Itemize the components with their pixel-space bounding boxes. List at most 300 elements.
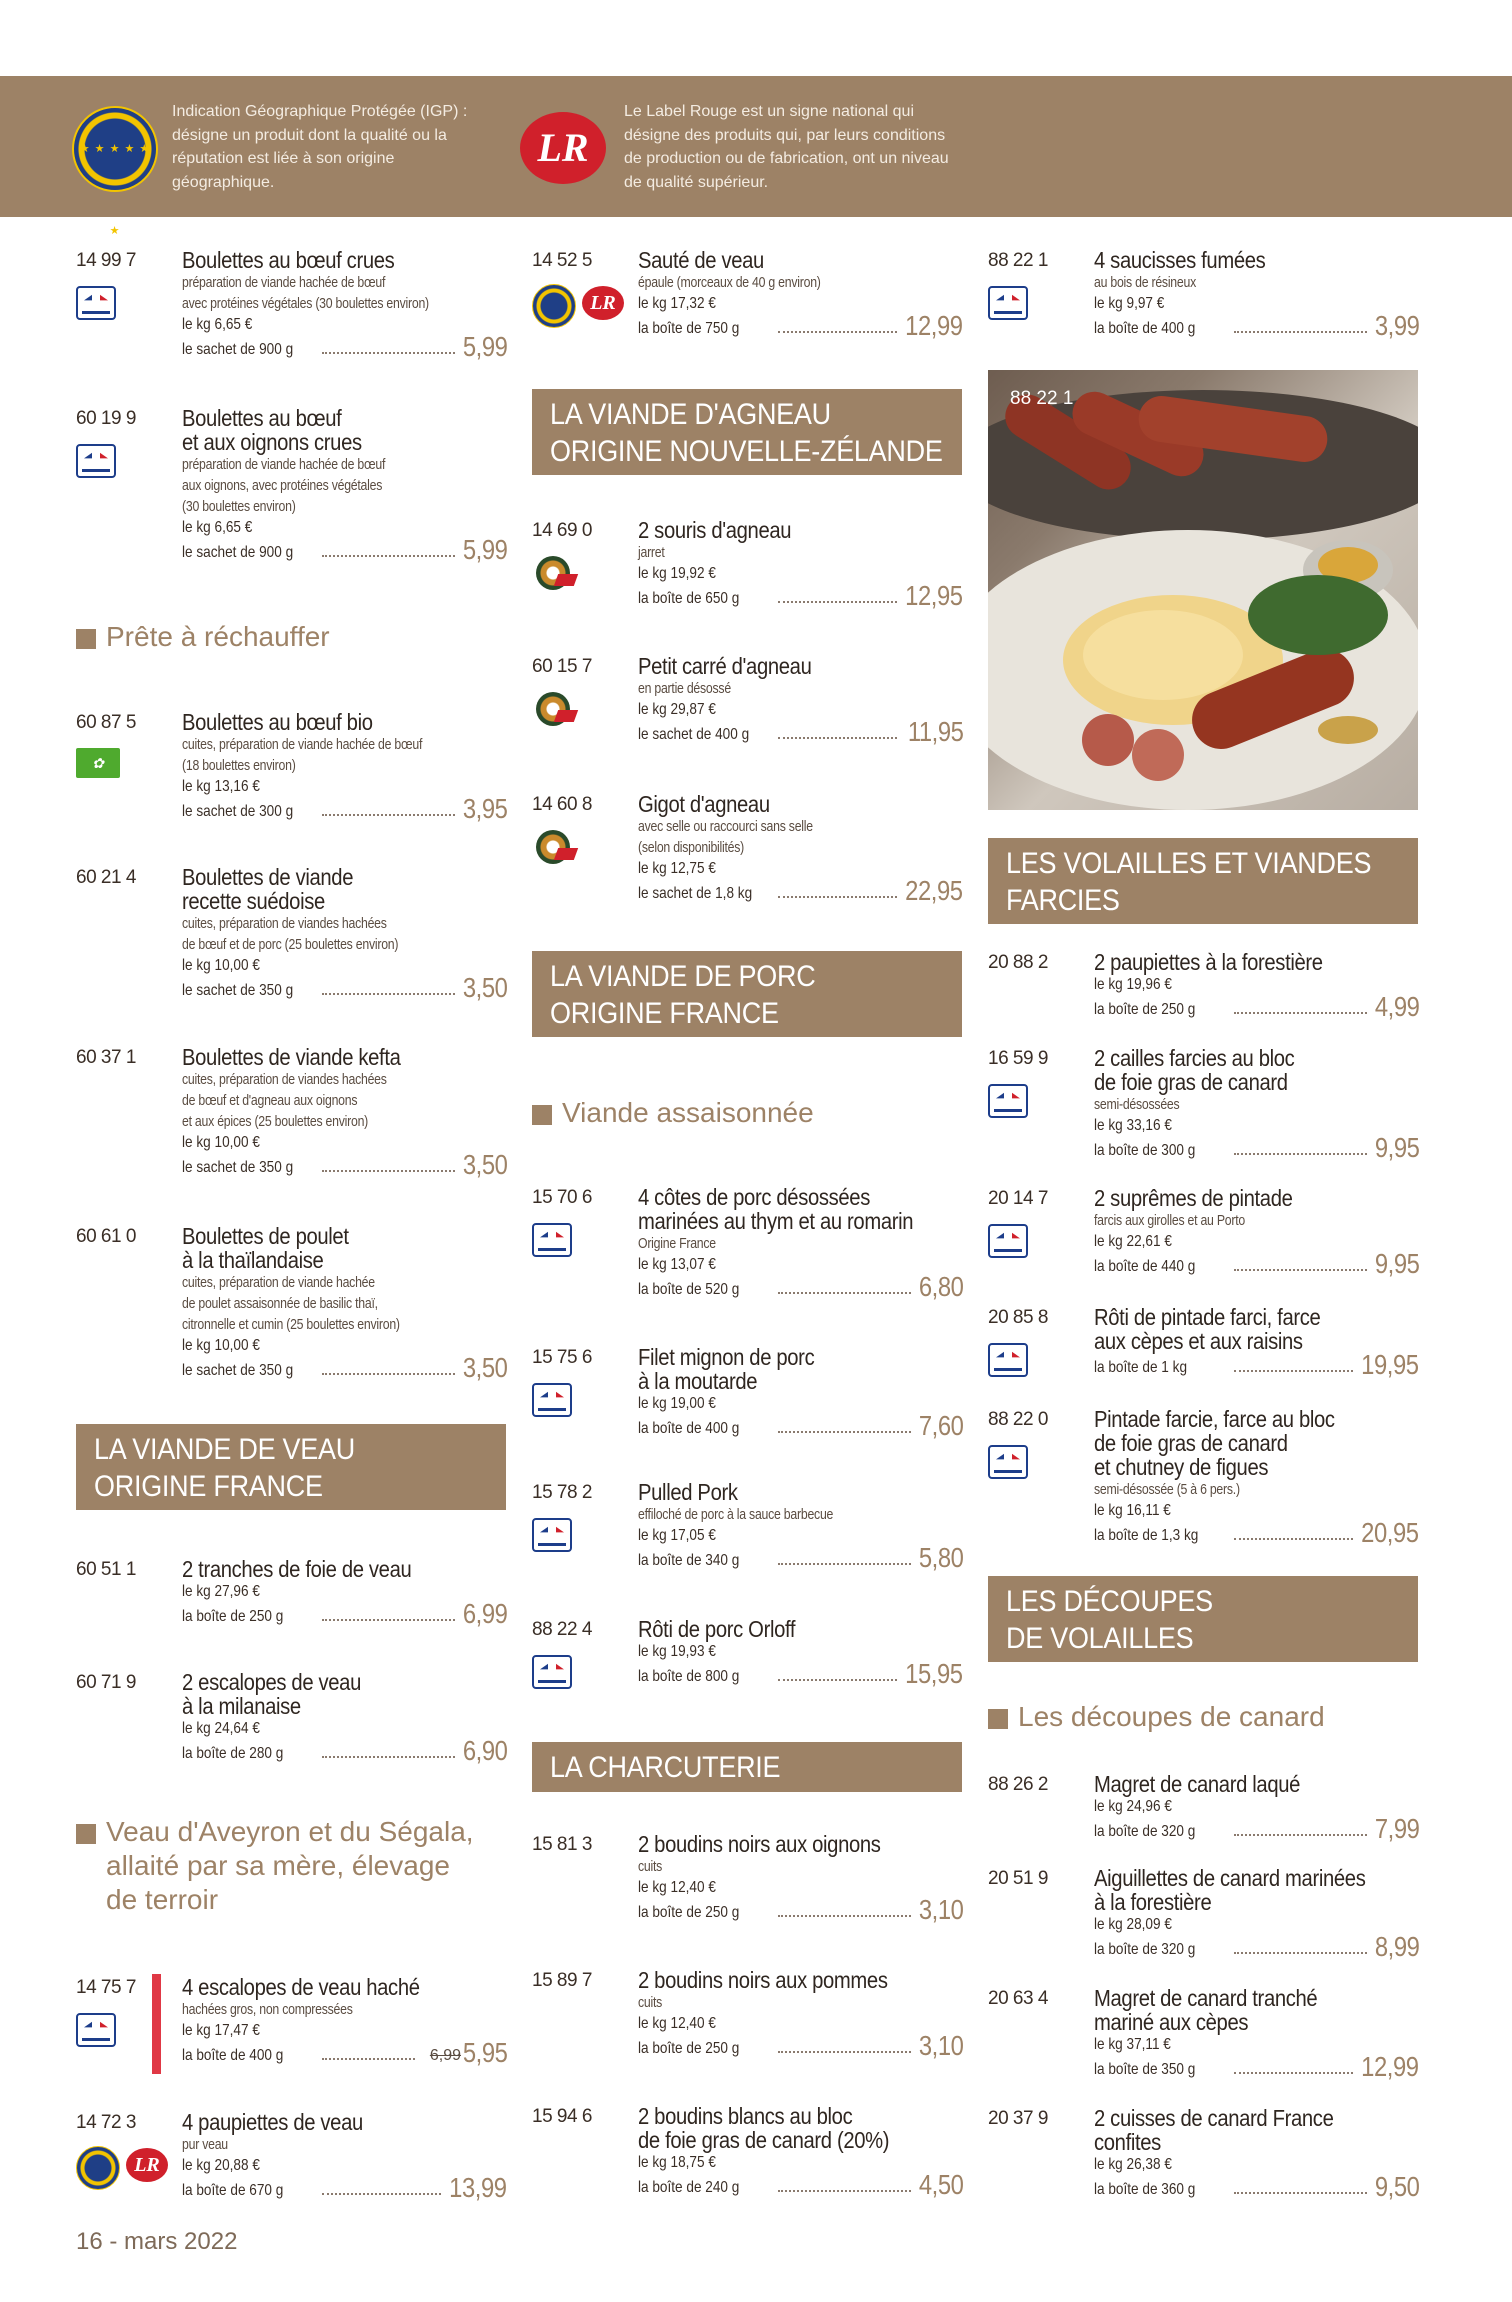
package-size: le sachet de 300 g [182, 803, 294, 820]
price-per-kg: le kg 19,92 € [638, 565, 716, 582]
dot-leader [778, 896, 897, 898]
new-zealand-origin-logo-icon [532, 556, 576, 590]
product-price: 4,99 [1374, 991, 1419, 1022]
product-name: Boulettes de poulet [182, 1223, 349, 1249]
dot-leader [1234, 2192, 1367, 2194]
dot-leader [322, 1373, 455, 1375]
product-price: 3,50 [462, 1149, 507, 1180]
price-per-kg: le kg 17,05 € [638, 1527, 716, 1544]
product-details [638, 248, 963, 340]
viande-de-france-logo-icon [988, 1343, 1028, 1377]
package-line [182, 2037, 507, 2068]
product-price: 6,80 [918, 1271, 963, 1302]
price-per-kg: le kg 19,93 € [638, 1643, 716, 1660]
product-price: 12,95 [905, 580, 963, 611]
package-size: la boîte de 340 g [638, 1552, 740, 1569]
product-code: 15 70 6 [532, 1187, 592, 1208]
package-line [182, 2172, 507, 2203]
product-name: et chutney de figues [1094, 1454, 1269, 1480]
package-size: la boîte de 400 g [638, 1420, 740, 1437]
dot-leader [1234, 1012, 1367, 1014]
dot-leader [322, 1170, 455, 1172]
product-details [182, 1975, 507, 2067]
price-per-kg: le kg 10,00 € [182, 1134, 260, 1151]
viande-de-france-logo-icon [532, 1383, 572, 1417]
product-details [638, 1617, 963, 1688]
product-price: 9,50 [1374, 2171, 1419, 2202]
package-line [638, 1542, 963, 1573]
dot-leader [322, 352, 455, 354]
product-details [638, 1968, 963, 2060]
package-line [1094, 1517, 1419, 1548]
package-size: la boîte de 250 g [638, 2040, 740, 2057]
dot-leader [778, 1431, 911, 1433]
product-name: marinées au thym et au romarin [638, 1208, 914, 1234]
product-name: à la forestière [1094, 1889, 1212, 1915]
product-price: 5,95 [462, 2037, 507, 2068]
product-description: (30 boulettes environ) [182, 498, 296, 515]
page-footer: 16 - mars 2022 [76, 2228, 238, 2255]
dot-leader [778, 2190, 911, 2192]
product-description: semi-désossées [1094, 1096, 1180, 1113]
viande-de-france-logo-icon [988, 1445, 1028, 1479]
product-description: de bœuf et de porc (25 boulettes environ) [182, 936, 399, 953]
price-per-kg: le kg 18,75 € [638, 2154, 716, 2171]
package-line [638, 1658, 963, 1689]
product-description: avec protéines végétales (30 boulettes environ) [182, 295, 429, 312]
product-details [1094, 1407, 1419, 1547]
package-size: la boîte de 750 g [638, 320, 740, 337]
product-name: 2 paupiettes à la forestière [1094, 949, 1323, 975]
product-details [182, 1045, 507, 1179]
product-code: 20 51 9 [988, 1868, 1048, 1889]
product-details [638, 1185, 963, 1301]
product-code: 88 22 4 [532, 1619, 592, 1640]
package-line [182, 331, 507, 362]
price-per-kg: le kg 16,11 € [1094, 1502, 1171, 1519]
package-line [1094, 1248, 1419, 1279]
price-per-kg: le kg 22,61 € [1094, 1233, 1172, 1250]
package-line [1094, 310, 1419, 341]
package-line [182, 534, 507, 565]
viande-de-france-logo-icon [532, 1223, 572, 1257]
product-price: 5,80 [918, 1542, 963, 1573]
product-name: mariné aux cèpes [1094, 2009, 1249, 2035]
package-size: la boîte de 650 g [638, 590, 740, 607]
package-size: la boîte de 440 g [1094, 1258, 1196, 1275]
product-name: 4 côtes de porc désossées [638, 1184, 870, 1210]
product-description: cuites, préparation de viande hachée [182, 1274, 375, 1291]
product-name: 4 saucisses fumées [1094, 247, 1266, 273]
dot-leader [1234, 2072, 1353, 2074]
product-details [638, 1832, 963, 1924]
product-code: 15 81 3 [532, 1834, 592, 1855]
product-name: 4 paupiettes de veau [182, 2109, 363, 2135]
product-price: 3,10 [918, 2030, 963, 2061]
product-description: farcis aux girolles et au Porto [1094, 1212, 1245, 1229]
product-name: Filet mignon de porc [638, 1344, 815, 1370]
product-description: jarret [638, 544, 665, 561]
product-details [638, 1480, 963, 1572]
product-price: 8,99 [1374, 1931, 1419, 1962]
dot-leader [322, 1619, 455, 1621]
package-size: la boîte de 360 g [1094, 2181, 1196, 2198]
product-code: 14 72 3 [76, 2112, 136, 2133]
dot-leader [322, 1756, 455, 1758]
package-size: la boîte de 280 g [182, 1745, 284, 1762]
label-banner [0, 76, 1512, 237]
product-description: (18 boulettes environ) [182, 757, 296, 774]
package-size: le sachet de 1,8 kg [638, 885, 753, 902]
product-details [638, 654, 963, 746]
product-code: 60 19 9 [76, 408, 136, 429]
dot-leader [778, 1292, 911, 1294]
viande-de-france-logo-icon [988, 1224, 1028, 1258]
dot-leader [1234, 1834, 1367, 1836]
product-code: 14 69 0 [532, 520, 592, 541]
price-per-kg: le kg 12,40 € [638, 1879, 716, 1896]
product-price: 3,99 [1374, 310, 1419, 341]
package-size: la boîte de 250 g [1094, 1001, 1196, 1018]
product-name: de foie gras de canard [1094, 1069, 1288, 1095]
product-name: à la moutarde [638, 1368, 758, 1394]
product-description: effiloché de porc à la sauce barbecue [638, 1506, 834, 1523]
price-per-kg: le kg 13,16 € [182, 778, 260, 795]
photo-product-code: 88 22 1 [1010, 388, 1074, 409]
dot-leader [1234, 1153, 1367, 1155]
price-per-kg: le kg 6,65 € [182, 316, 253, 333]
product-details [638, 2104, 963, 2199]
product-name: Petit carré d'agneau [638, 653, 812, 679]
product-details [182, 1670, 507, 1765]
product-name: Boulettes au bœuf bio [182, 709, 373, 735]
igp-logo-icon [76, 2146, 120, 2190]
product-details [638, 792, 963, 905]
package-size: la boîte de 520 g [638, 1281, 740, 1298]
product-description: cuites, préparation de viande hachée de bœuf [182, 736, 423, 753]
product-description: avec selle ou raccourci sans selle [638, 818, 813, 835]
product-code: 88 22 0 [988, 1409, 1048, 1430]
product-name: 2 souris d'agneau [638, 517, 792, 543]
product-description: cuites, préparation de viandes hachées [182, 1071, 387, 1088]
package-line [182, 793, 507, 824]
package-line [638, 716, 963, 747]
product-details [1094, 2106, 1419, 2201]
package-line [638, 2030, 963, 2061]
product-code: 14 75 7 [76, 1977, 136, 1998]
package-size: la boîte de 320 g [1094, 1941, 1196, 1958]
subheading-viande-assaisonnee: Viande assaisonnée [532, 1096, 952, 1129]
price-per-kg: le kg 26,38 € [1094, 2156, 1172, 2173]
package-line [1094, 2171, 1419, 2202]
product-description: cuits [638, 1858, 663, 1875]
label-rouge-description: Le Label Rouge est un signe national qui désigne des produits qui, par leurs conditions de production ou de fabrication, ont un niveau de qualité supérieur. [624, 103, 949, 191]
product-code: 20 14 7 [988, 1188, 1048, 1209]
product-name: 2 tranches de foie de veau [182, 1556, 412, 1582]
package-line [182, 1598, 507, 1629]
product-price: 3,50 [462, 1352, 507, 1383]
product-name: Aiguillettes de canard marinées [1094, 1865, 1366, 1891]
product-code: 15 89 7 [532, 1970, 592, 1991]
product-description: et aux épices (25 boulettes environ) [182, 1113, 369, 1130]
product-code: 60 87 5 [76, 712, 136, 733]
dot-leader [778, 1563, 911, 1565]
product-code: 60 71 9 [76, 1672, 136, 1693]
product-name: confites [1094, 2129, 1161, 2155]
dot-leader [778, 737, 897, 739]
product-code: 20 85 8 [988, 1307, 1048, 1328]
product-details [182, 865, 507, 1002]
product-price: 22,95 [905, 875, 963, 906]
dot-leader [1234, 1538, 1353, 1540]
package-size: le sachet de 350 g [182, 1362, 294, 1379]
product-details [1094, 1046, 1419, 1162]
product-description: préparation de viande hachée de bœuf [182, 274, 386, 291]
package-line [638, 580, 963, 611]
price-per-kg: le kg 17,47 € [182, 2022, 260, 2039]
package-line [1094, 1813, 1419, 1844]
package-size: la boîte de 400 g [1094, 320, 1196, 337]
section-viande-porc: LA VIANDE DE PORC ORIGINE FRANCE [532, 951, 962, 1037]
package-size: le sachet de 350 g [182, 982, 294, 999]
package-size: la boîte de 1,3 kg [1094, 1527, 1199, 1544]
igp-description: Indication Géographique Protégée (IGP) : désigne un produit dont la qualité ou la réputation est liée à son origine géographique. [172, 103, 468, 191]
price-per-kg: le kg 19,00 € [638, 1395, 716, 1412]
section-viande-agneau: LA VIANDE D'AGNEAU ORIGINE NOUVELLE-ZÉLANDE [532, 389, 962, 475]
price-per-kg: le kg 9,97 € [1094, 295, 1165, 312]
package-line [182, 1149, 507, 1180]
product-code: 15 94 6 [532, 2106, 592, 2127]
price-per-kg: le kg 17,32 € [638, 295, 716, 312]
product-name: aux cèpes et aux raisins [1094, 1328, 1303, 1354]
product-price: 12,99 [1361, 2051, 1419, 2082]
price-per-kg: le kg 19,96 € [1094, 976, 1172, 993]
product-code: 60 61 0 [76, 1226, 136, 1247]
product-name: Boulettes de viande [182, 864, 354, 890]
price-per-kg: le kg 20,88 € [182, 2157, 260, 2174]
new-zealand-origin-logo-icon [532, 692, 576, 726]
dot-leader [1234, 1269, 1367, 1271]
package-line [182, 1735, 507, 1766]
product-name: Pulled Pork [638, 1479, 738, 1505]
product-code: 60 37 1 [76, 1047, 136, 1068]
viande-de-france-logo-icon [988, 286, 1028, 320]
price-per-kg: le kg 29,87 € [638, 701, 716, 718]
product-details [1094, 248, 1419, 340]
product-details [638, 518, 963, 610]
product-name: à la thaïlandaise [182, 1247, 324, 1273]
price-per-kg: le kg 28,09 € [1094, 1916, 1172, 1933]
product-description: aux oignons, avec protéines végétales [182, 477, 383, 494]
product-name: 4 escalopes de veau haché [182, 1974, 420, 2000]
price-per-kg: le kg 10,00 € [182, 1337, 260, 1354]
product-price: 11,95 [907, 716, 963, 747]
product-name: et aux oignons crues [182, 429, 362, 455]
package-line [638, 875, 963, 906]
package-line [638, 310, 963, 341]
old-price: 6,99 [429, 2047, 461, 2064]
product-details [182, 1557, 507, 1628]
product-code: 14 99 7 [76, 250, 136, 271]
price-per-kg: le kg 37,11 € [1094, 2036, 1171, 2053]
product-details [1094, 1186, 1419, 1278]
section-decoupes-volailles: LES DÉCOUPES DE VOLAILLES [988, 1576, 1418, 1662]
product-description: semi-désossée (5 à 6 pers.) [1094, 1481, 1240, 1498]
price-per-kg: le kg 12,75 € [638, 860, 716, 877]
product-name: 2 boudins noirs aux oignons [638, 1831, 881, 1857]
package-size: la boîte de 800 g [638, 1668, 740, 1685]
dot-leader [322, 2193, 441, 2195]
dot-leader [322, 555, 455, 557]
product-price: 9,95 [1374, 1132, 1419, 1163]
package-line [1094, 1132, 1419, 1163]
package-line [1094, 991, 1419, 1022]
product-name: Magret de canard tranché [1094, 1985, 1318, 2011]
new-zealand-origin-logo-icon [532, 830, 576, 864]
product-code: 88 22 1 [988, 250, 1048, 271]
viande-de-france-logo-icon [532, 1518, 572, 1552]
product-details [182, 710, 507, 823]
product-name: recette suédoise [182, 888, 325, 914]
package-line [182, 972, 507, 1003]
package-line [1094, 2051, 1419, 2082]
product-code: 88 26 2 [988, 1774, 1048, 1795]
product-price: 4,50 [918, 2169, 963, 2200]
product-description: hachées gros, non compressées [182, 2001, 353, 2018]
product-details [182, 248, 507, 361]
price-per-kg: le kg 6,65 € [182, 519, 253, 536]
igp-seal-icon: ★ ★ ★ ★ ★ ★ [72, 106, 158, 192]
product-details [182, 406, 507, 564]
package-size: la boîte de 350 g [1094, 2061, 1196, 2078]
product-code: 20 88 2 [988, 952, 1048, 973]
product-name: 2 suprêmes de pintade [1094, 1185, 1293, 1211]
dot-leader [778, 601, 897, 603]
subheading-veau-aveyron: Veau d'Aveyron et du Ségala, allaité par sa mère, élevage de terroir [76, 1815, 516, 1917]
product-name: 2 boudins noirs aux pommes [638, 1967, 888, 1993]
product-price: 20,95 [1361, 1517, 1419, 1548]
product-code: 60 15 7 [532, 656, 592, 677]
product-name: Rôti de porc Orloff [638, 1616, 796, 1642]
package-line [638, 1271, 963, 1302]
product-name: Pintade farcie, farce au bloc [1094, 1406, 1335, 1432]
product-name: 2 escalopes de veau [182, 1669, 361, 1695]
product-price: 3,10 [918, 1894, 963, 1925]
product-details [1094, 1772, 1419, 1843]
product-name: Gigot d'agneau [638, 791, 770, 817]
product-description: Origine France [638, 1235, 716, 1252]
product-details [1094, 1986, 1419, 2081]
package-line [1094, 1349, 1419, 1380]
product-name: 2 cailles farcies au bloc [1094, 1045, 1295, 1071]
price-per-kg: le kg 10,00 € [182, 957, 260, 974]
package-size: le sachet de 900 g [182, 341, 294, 358]
package-size: la boîte de 250 g [638, 1904, 740, 1921]
section-charcuterie: LA CHARCUTERIE [532, 1742, 962, 1792]
viande-de-france-logo-icon [76, 286, 116, 320]
package-line [182, 1352, 507, 1383]
eu-organic-logo-icon: ✿ [76, 748, 120, 778]
dot-leader [322, 2058, 415, 2060]
package-size: la boîte de 300 g [1094, 1142, 1196, 1159]
package-size: la boîte de 240 g [638, 2179, 740, 2196]
product-price: 7,99 [1374, 1813, 1419, 1844]
product-name: Boulettes au bœuf [182, 405, 342, 431]
product-code: 14 60 8 [532, 794, 592, 815]
product-code: 16 59 9 [988, 1048, 1048, 1069]
product-details [1094, 1866, 1419, 1961]
dot-leader [322, 814, 455, 816]
viande-de-france-logo-icon [76, 2013, 116, 2047]
product-price: 5,99 [462, 331, 507, 362]
product-price: 7,60 [918, 1410, 963, 1441]
product-name: Boulettes au bœuf crues [182, 247, 395, 273]
dot-leader [778, 1679, 897, 1681]
product-description: cuits [638, 1994, 663, 2011]
product-name: 2 boudins blancs au bloc [638, 2103, 853, 2129]
product-description: épaule (morceaux de 40 g environ) [638, 274, 821, 291]
price-per-kg: le kg 33,16 € [1094, 1117, 1172, 1134]
product-details [182, 1224, 507, 1382]
package-line [1094, 1931, 1419, 1962]
product-price: 9,95 [1374, 1248, 1419, 1279]
viande-de-france-logo-icon [532, 1655, 572, 1689]
package-size: la boîte de 320 g [1094, 1823, 1196, 1840]
package-size: la boîte de 1 kg [1094, 1359, 1188, 1376]
product-details [182, 2110, 507, 2202]
product-code: 20 63 4 [988, 1988, 1048, 2009]
product-price: 3,95 [462, 793, 507, 824]
product-description: citronnelle et cumin (25 boulettes environ) [182, 1316, 400, 1333]
promo-flag [152, 1974, 161, 2074]
product-description: (selon disponibilités) [638, 839, 745, 856]
product-price: 5,99 [462, 534, 507, 565]
product-description: de poulet assaisonnée de basilic thaï, [182, 1295, 378, 1312]
sausages-photo [988, 370, 1418, 810]
price-per-kg: le kg 24,96 € [1094, 1798, 1172, 1815]
product-name: 2 cuisses de canard France [1094, 2105, 1334, 2131]
package-size: la boîte de 250 g [182, 1608, 284, 1625]
package-line [638, 1410, 963, 1441]
product-details [1094, 950, 1419, 1021]
dot-leader [1234, 1370, 1353, 1372]
product-details [638, 1345, 963, 1440]
package-size: le sachet de 350 g [182, 1159, 294, 1176]
product-code: 60 51 1 [76, 1559, 136, 1580]
package-size: la boîte de 400 g [182, 2047, 284, 2064]
igp-logo-icon [532, 284, 576, 328]
product-description: cuites, préparation de viandes hachées [182, 915, 387, 932]
product-name: à la milanaise [182, 1693, 301, 1719]
dot-leader [1234, 331, 1367, 333]
dot-leader [322, 993, 455, 995]
package-line [638, 2169, 963, 2200]
subheading-prete-a-rechauffer: Prête à réchauffer [76, 620, 476, 653]
product-description: de bœuf et d'agneau aux oignons [182, 1092, 358, 1109]
price-per-kg: le kg 13,07 € [638, 1256, 716, 1273]
viande-de-france-logo-icon [988, 1084, 1028, 1118]
dot-leader [778, 2051, 911, 2053]
product-price: 12,99 [905, 310, 963, 341]
price-per-kg: le kg 24,64 € [182, 1720, 260, 1737]
sausages-image [988, 370, 1418, 810]
product-code: 15 75 6 [532, 1347, 592, 1368]
product-price: 13,99 [449, 2172, 507, 2203]
product-name: de foie gras de canard [1094, 1430, 1288, 1456]
package-size: le sachet de 900 g [182, 544, 294, 561]
product-description: en partie désossé [638, 680, 731, 697]
product-code: 14 52 5 [532, 250, 592, 271]
